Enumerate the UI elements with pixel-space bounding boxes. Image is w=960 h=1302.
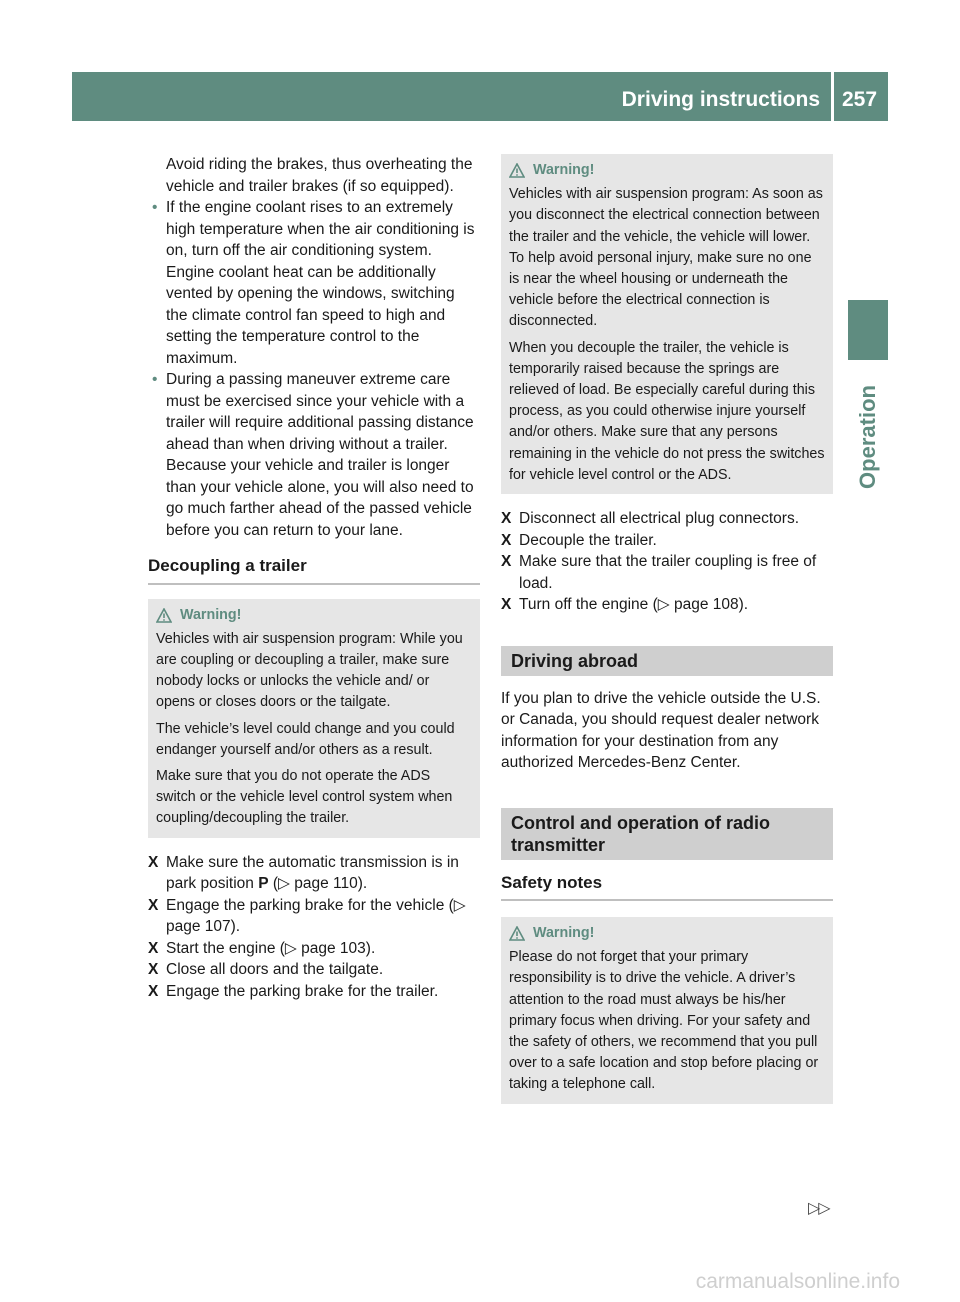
bullet-sub-text: Engine coolant heat can be additionally vented by opening the windows, switching the climate control fan speed to high and setting the temperature control to the maximum. (166, 263, 455, 367)
driving-abroad-text: If you plan to drive the vehicle outside the U.S. or Canada, you should request dealer network information for your destination from any authorized Mercedes-Benz Center. (501, 689, 821, 772)
warning-triangle-icon (509, 163, 525, 178)
warning-text: Please do not forget that your primary responsibility is to drive the vehicle. A driver’s attention to the road must always be his/her primary focus when driving. For your safety and the safety of others, we recommend that you pull over to a safe location and stop before placing or taking a telephone call. (509, 949, 819, 1093)
step-item: X Make sure that the trailer coupling is free of load. (501, 553, 817, 592)
bullet-item: • During a passing maneuver extreme care must be exercised since your vehicle with a trailer will require additional passing distance ahead than when driving without a trailer. (148, 369, 480, 455)
step-arrow-icon: X (148, 853, 159, 871)
side-tab-marker (848, 300, 888, 360)
step-item: X Turn off the engine (▷ page 108). (501, 594, 833, 616)
bullet-item: • If the engine coolant rises to an extremely high temperature when the air conditioning is on, turn off the air conditioning system. (148, 197, 480, 262)
step-arrow-icon: X (148, 982, 159, 1000)
step-arrow-icon: X (501, 553, 512, 571)
warning-title: Warning! (509, 923, 825, 944)
chapter-title: Driving instructions (621, 88, 820, 111)
warning-box (148, 599, 480, 838)
step-item: X Start the engine (▷ page 103). (148, 938, 480, 960)
continue-arrows-icon: ▷▷ (808, 1200, 829, 1217)
step-arrow-icon: X (148, 896, 159, 914)
warning-title: Warning! (509, 160, 825, 181)
step-arrow-icon: X (501, 531, 512, 549)
right-column (501, 154, 833, 1118)
warning-box (501, 917, 833, 1104)
step-item: X Close all doors and the tailgate. (148, 959, 480, 981)
warning-title: Warning! (156, 605, 472, 626)
warning-box (501, 154, 833, 494)
section-heading-safety-notes: Safety notes (501, 872, 833, 902)
step-item: X Disconnect all electrical plug connectors. (501, 508, 833, 530)
bullet-sub-text: Because your vehicle and trailer is longer than your vehicle alone, you will also need to go much farther ahead of the passed vehicle before you can return to your lane. (166, 457, 474, 539)
warning-triangle-icon (509, 926, 525, 941)
section-banner-radio-transmitter: Control and operation of radio transmitter (501, 808, 833, 860)
section-heading-decoupling: Decoupling a trailer (148, 555, 480, 585)
warning-text: Make sure that you do not operate the ADS switch or the vehicle level control system when coupling/decoupling the trailer. (156, 767, 453, 827)
step-arrow-icon: X (148, 939, 159, 957)
step-item: X Make sure the automatic transmission is in park position P (▷ page 110). (148, 853, 459, 893)
left-column (148, 154, 480, 1002)
step-arrow-icon: X (501, 596, 512, 614)
warning-text: Vehicles with air suspension program: While you are coupling or decoupling a trailer, make sure nobody locks or unlocks the vehicle and/ or opens or closes doors or the tailgate. (156, 630, 463, 711)
step-item: X Engage the parking brake for the trailer. (148, 981, 480, 1003)
warning-text: Vehicles with air suspension program: As soon as you disconnect the electrical connection between the trailer and the vehicle, the vehicle will lower. To help avoid personal injury, make sure no one is near the wheel housing or underneath the vehicle before the electrical connection is disconnected. (509, 186, 823, 330)
warning-text: The vehicle’s level could change and you could endanger yourself and/or others as a result. (156, 720, 455, 758)
section-banner-driving-abroad: Driving abroad (501, 646, 833, 676)
header-divider (831, 72, 834, 121)
side-tab (848, 372, 888, 502)
intro-continuation: Avoid riding the brakes, thus overheating the vehicle and trailer brakes (if so equipped). (166, 156, 473, 195)
step-arrow-icon: X (148, 961, 159, 979)
warning-text: When you decouple the trailer, the vehicle is temporarily raised because the springs are relieved of load. Be especially careful during this process, as you could otherwise injure yourself and/or others. Make sure that any persons remaining in the vehicle do not press the switches for vehicle level control or the ADS. (509, 339, 825, 483)
step-arrow-icon: X (501, 510, 512, 528)
step-item: X Decouple the trailer. (501, 530, 833, 552)
footer-watermark: carmanualsonline.info (695, 1270, 900, 1293)
step-item: X Engage the parking brake for the vehicle (▷ page 107). (148, 896, 466, 936)
page-number: 257 (842, 88, 878, 111)
warning-triangle-icon (156, 608, 172, 623)
side-tab-label: Operation (855, 385, 880, 489)
